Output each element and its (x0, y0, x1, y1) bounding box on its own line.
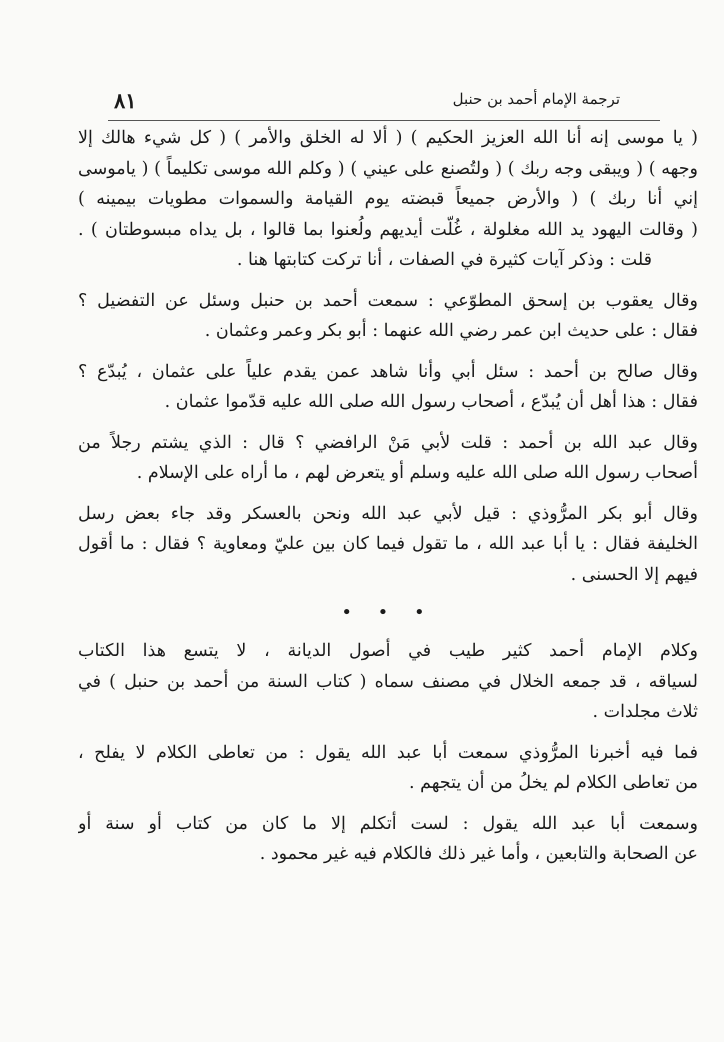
text-line: وقال يعقوب بن إسحق المطوّعي : سمعت أحمد بن حنبل وسئل عن التفضيل ؟ (78, 290, 698, 311)
page-number: ٨١ (114, 88, 137, 113)
header-rule (108, 120, 660, 121)
running-title: ترجمة الإمام أحمد بن حنبل (452, 90, 620, 108)
text-line: وقال أبو بكر المرُّوذي : قيل لأبي عبد الله ونحن بالعسكر وقد جاء بعض رسل (78, 503, 698, 524)
text-line: ( وقالت اليهود يد الله مغلولة ، غُلّت أيديهم ولُعنوا بما قالوا ، بل يداه مبسوطتان ) . (78, 219, 698, 240)
text-line: وقال عبد الله بن أحمد : قلت لأبي مَنْ الرافضي ؟ قال : الذي يشتم رجلاً من (78, 432, 698, 453)
page-body (78, 123, 698, 870)
text-line: الخليفة فقال : يا أبا عبد الله ، ما تقول فيما كان بين عليّ ومعاوية ؟ فقال : ما أقول (78, 534, 698, 554)
text-line: إني أنا ربك ) ( والأرض جميعاً قبضته يوم القيامة والسموات مطويات بيمينه ) (78, 189, 698, 209)
text-line: فيهم إلا الحسنى . (570, 564, 698, 585)
text-line: فما فيه أخبرنا المرُّوذي سمعت أبا عبد الله يقول : من تعاطى الكلام لا يفلح ، (78, 742, 698, 763)
text-line: لسياقه ، قد جمعه الخلال في مصنف سماه ( كتاب السنة من أحمد بن حنبل ) في (78, 671, 698, 692)
text-line: وكلام الإمام أحمد كثير طيب في أصول الديانة ، لا يتسع هذا الكتاب (78, 641, 698, 661)
text-line: ( يا موسى إنه أنا الله العزيز الحكيم ) ( ألا له الخلق والأمر ) ( كل شيء هالك إلا (78, 128, 698, 148)
text-line: أصحاب رسول الله صلى الله عليه وسلم أو يتعرض لهم ، ما أراه على الإسلام . (136, 463, 698, 483)
text-line: قلت : وذكر آيات كثيرة في الصفات ، أنا تركت كتابتها هنا . (236, 250, 652, 270)
text-line: فقال : هذا أهل أن يُبدّع ، أصحاب رسول الله صلى الله عليه قدّموا عثمان . (164, 392, 698, 412)
text-line: فقال : على حديث ابن عمر رضي الله عنهما : أبو بكر وعمر وعثمان . (204, 321, 698, 341)
text-line: ثلاث مجلدات . (592, 702, 698, 722)
text-line: عن الصحابة والتابعين ، وأما غير ذلك فالكلام فيه غير محمود . (259, 844, 698, 864)
section-separator: • • • (341, 602, 435, 623)
page-header (100, 88, 660, 120)
text-line: وقال صالح بن أحمد : سئل أبي وأنا شاهد عمن يقدم علياً على عثمان ، يُبدّع ؟ (78, 361, 698, 382)
text-line: وسمعت أبا عبد الله يقول : لست أتكلم إلا ما كان من كتاب أو سنة أو (78, 813, 698, 834)
text-line: من تعاطى الكلام لم يخلُ من أن يتجهم . (408, 773, 698, 793)
text-line: وجهه ) ( ويبقى وجه ربك ) ( ولتُصنع على عيني ) ( وكلم الله موسى تكليماً ) ( ياموسى (78, 158, 698, 179)
